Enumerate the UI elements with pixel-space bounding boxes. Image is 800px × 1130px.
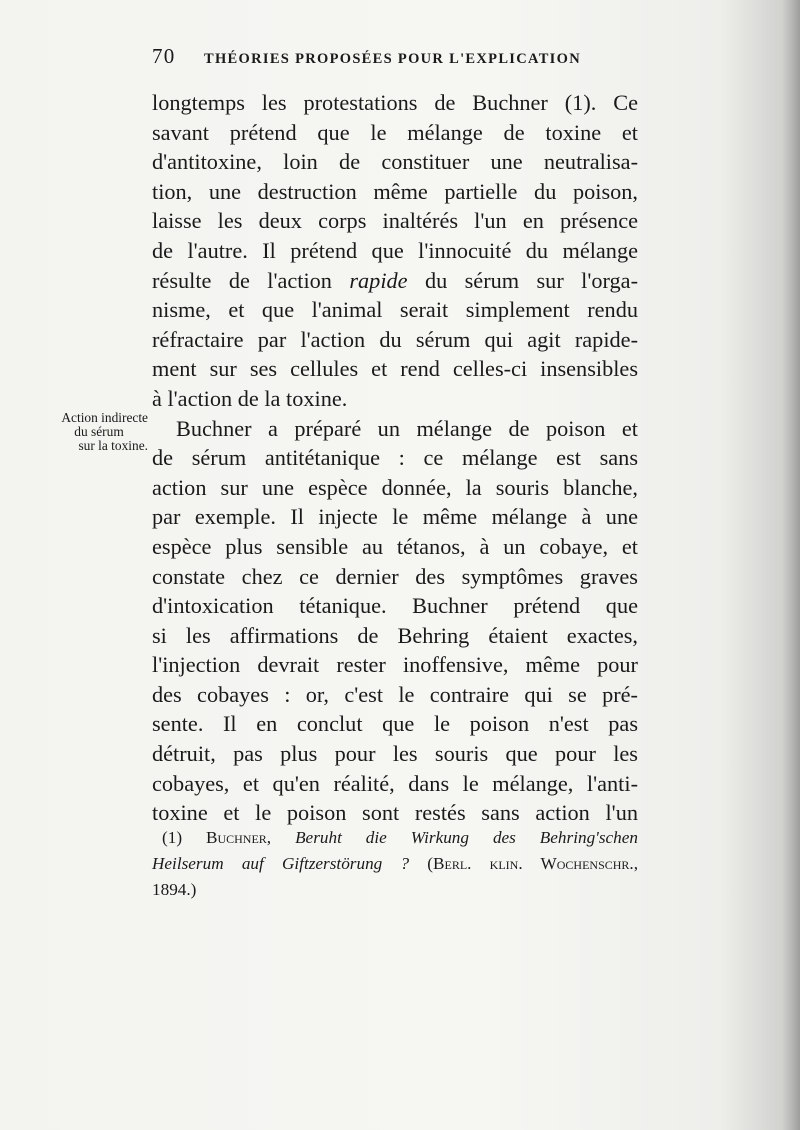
text-line: nisme, et que l'animal serait simplement rendu xyxy=(152,297,638,323)
text-line: à l'action de la toxine. xyxy=(152,385,348,411)
body-text xyxy=(152,88,638,828)
footnote-mark: (1) xyxy=(162,828,183,847)
footnote-title: Heilserum auf Giftzerstörung ? xyxy=(152,854,410,873)
text-line: toxine et le poison sont restés sans action l'un xyxy=(152,800,638,826)
text-line: savant prétend que le mélange de toxine et xyxy=(152,119,638,145)
marginal-note xyxy=(20,411,148,453)
text-line: d'intoxication tétanique. Buchner prétend que xyxy=(152,593,638,619)
text-line: Buchner a préparé un mélange de poison et xyxy=(176,415,638,441)
text-fragment: résulte de l'action xyxy=(152,267,332,293)
running-head-title: THÉORIES PROPOSÉES POUR L'EXPLICATION xyxy=(204,51,581,67)
marginal-note-line: sur la toxine. xyxy=(78,438,148,453)
text-line: réfractaire par l'action du sérum qui agit rapide- xyxy=(152,326,638,352)
text-line: de sérum antitétanique : ce mélange est sans xyxy=(152,445,638,471)
marginal-note-line: du sérum xyxy=(74,424,124,439)
text-line: ment sur ses cellules et rend celles-ci insensibles xyxy=(152,356,638,382)
text-line: l'injection devrait rester inoffensive, même pour xyxy=(152,652,638,678)
footnote-author: Buchner, xyxy=(206,828,272,847)
footnote-source: (Berl. klin. Wochenschr., xyxy=(427,854,639,873)
text-line: tion, une destruction même partielle du poison, xyxy=(152,178,638,204)
running-head xyxy=(152,44,638,69)
text-line: laisse les deux corps inaltérés l'un en présence xyxy=(152,208,638,234)
page-number: 70 xyxy=(152,44,176,68)
text-line: si les affirmations de Behring étaient exactes, xyxy=(152,622,638,648)
text-line: de l'autre. Il prétend que l'innocuité du mélange xyxy=(152,237,638,263)
text-line: par exemple. Il injecte le même mélange à une xyxy=(152,504,638,530)
text-fragment: du sérum sur l'orga- xyxy=(424,267,638,293)
footnote-title: Beruht die Wirkung des Behring'schen xyxy=(295,828,638,847)
text-line: cobayes, et qu'en réalité, dans le mélange, l'anti- xyxy=(152,770,638,796)
marginal-note-line: Action indirecte xyxy=(61,410,148,425)
text-line xyxy=(152,266,638,296)
text-line: sente. Il en conclut que le poison n'est pas xyxy=(152,711,638,737)
text-line: des cobayes : or, c'est le contraire qui se pré- xyxy=(152,681,638,707)
footnote-line xyxy=(152,851,638,877)
footnote-line xyxy=(152,825,638,851)
text-line: détruit, pas plus pour les souris que pour les xyxy=(152,741,638,767)
page-edge-shadow xyxy=(782,0,800,1130)
text-line: d'antitoxine, loin de constituer une neutralisa- xyxy=(152,149,638,175)
text-line: constate chez ce dernier des symptômes graves xyxy=(152,563,638,589)
text-line: action sur une espèce donnée, la souris blanche, xyxy=(152,474,638,500)
text-line: longtemps les protestations de Buchner (1). Ce xyxy=(152,90,638,115)
text-line: espèce plus sensible au tétanos, à un cobaye, et xyxy=(152,533,638,559)
footnote xyxy=(152,825,638,903)
footnote-year: 1894.) xyxy=(152,880,197,899)
italic-word: rapide xyxy=(349,267,408,293)
